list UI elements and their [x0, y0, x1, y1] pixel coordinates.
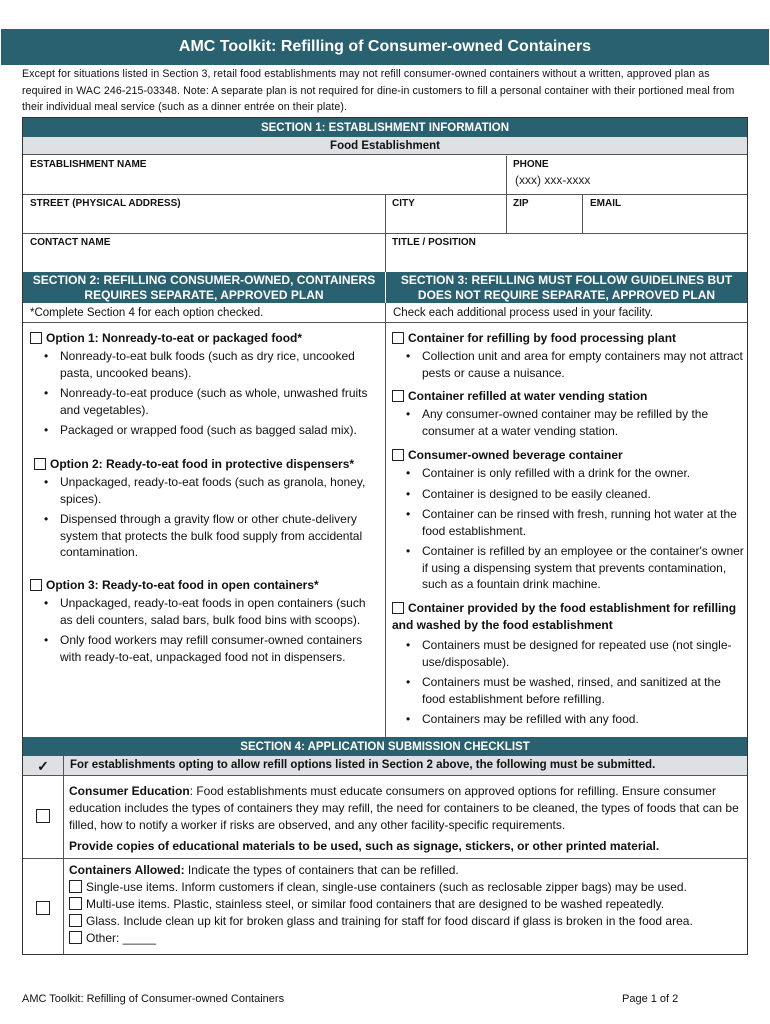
containers-allowed-title: Containers Allowed: — [69, 863, 185, 877]
city-field[interactable] — [386, 210, 506, 232]
section4-heading: SECTION 4: APPLICATION SUBMISSION CHECKLIST — [23, 737, 747, 756]
section2-heading: SECTION 2: REFILLING CONSUMER-OWNED, CONTAINERS REQUIRES SEPARATE, APPROVED PLAN — [23, 272, 385, 303]
section3-option-establishment-container — [392, 600, 744, 732]
option2-checkbox[interactable] — [34, 458, 46, 470]
list-item: • Dispensed through a gravity flow or other chute-delivery system that protects the bulk food supply from accidental contamination. — [24, 511, 384, 561]
container-item-multi-use: Multi-use items. Plastic, stainless steel, or similar food containers that are designed to be washed repeatedly. — [69, 896, 745, 913]
processing-plant-label: Container for refilling by food processing plant — [408, 331, 677, 345]
section3-option-water-vending — [392, 389, 744, 443]
list-item: • Unpackaged, ready-to-eat foods in open containers (such as deli counters, salad bars, bulk food bins with scoops). — [24, 595, 380, 628]
section3-option-beverage-container — [392, 448, 744, 597]
city-label: CITY — [392, 198, 415, 209]
multi-use-checkbox[interactable] — [69, 897, 82, 910]
container-item-single-use: Single-use items. Inform customers if clean, single-use containers (such as reclosable zipper bags) may be used. — [69, 879, 745, 896]
section1-heading: SECTION 1: ESTABLISHMENT INFORMATION — [23, 118, 747, 137]
establishment-container-label: Container provided by the food establishment for refilling and washed by the food establishment — [392, 601, 737, 632]
title-position-field[interactable] — [386, 249, 746, 271]
section3-note: Check each additional process used in your facility. — [386, 303, 747, 323]
processing-plant-checkbox[interactable] — [392, 332, 404, 344]
option1-label: Option 1: Nonready-to-eat or packaged food* — [46, 331, 303, 345]
other-checkbox[interactable] — [69, 931, 82, 944]
list-item: • Container is only refilled with a drink for the owner. — [386, 465, 744, 482]
list-item: • Only food workers may refill consumer-owned containers with ready-to-eat, unpackaged food not in dispensers. — [24, 632, 380, 665]
list-item: • Any consumer-owned container may be refilled by the consumer at a water vending station. — [386, 406, 744, 439]
section3-heading: SECTION 3: REFILLING MUST FOLLOW GUIDELINES BUT DOES NOT REQUIRE SEPARATE, APPROVED PLAN — [386, 272, 747, 303]
list-item: • Container is designed to be easily cleaned. — [386, 486, 744, 503]
document-title: AMC Toolkit: Refilling of Consumer-owned Containers — [1, 29, 769, 65]
page-number: Page 1 of 2 — [622, 993, 679, 1005]
list-item: • Container can be rinsed with fresh, running hot water at the food establishment. — [386, 506, 744, 539]
section1-subheading: Food Establishment — [23, 137, 747, 155]
phone-label: PHONE — [513, 159, 549, 170]
establishment-name-label: ESTABLISHMENT NAME — [30, 159, 147, 170]
title-position-label: TITLE / POSITION — [392, 237, 476, 248]
containers-allowed-block — [69, 862, 745, 947]
email-field[interactable] — [583, 210, 747, 232]
list-item: • Container is refilled by an employee or the container's owner if using a dispensing system that prevents contamination, such as a fountain drink machine. — [386, 543, 744, 593]
list-item: • Packaged or wrapped food (such as bagged salad mix). — [24, 422, 380, 439]
option3-checkbox[interactable] — [30, 579, 42, 591]
email-label: EMAIL — [590, 198, 622, 209]
list-item: • Unpackaged, ready-to-eat foods (such as granola, honey, spices). — [24, 474, 384, 507]
phone-field[interactable]: (xxx) xxx-xxxx — [515, 173, 591, 187]
consumer-education-checkbox[interactable] — [36, 809, 50, 823]
containers-allowed-text: Indicate the types of containers that can be refilled. — [184, 863, 459, 877]
establishment-name-field[interactable] — [24, 172, 506, 194]
containers-allowed-checkbox[interactable] — [36, 901, 50, 915]
consumer-education-requirement: Provide copies of educational materials to be used, such as signage, stickers, or other printed material. — [69, 839, 660, 853]
section2-note: *Complete Section 4 for each option checked. — [23, 303, 385, 323]
list-item: • Containers may be refilled with any food. — [386, 711, 744, 728]
establishment-container-checkbox[interactable] — [392, 602, 404, 614]
intro-paragraph: Except for situations listed in Section 3, retail food establishments may not refill consumer-owned containers without a written, approved plan as required in WAC 246-215-03348. Note: A separate plan is not required for dine-in customers to fill a personal container with their portioned meal from their individual meal service (such as a dinner entrée on their plate). — [22, 68, 735, 113]
single-use-checkbox[interactable] — [69, 880, 82, 893]
consumer-education-block — [69, 783, 741, 855]
section2-option3 — [30, 578, 380, 669]
beverage-container-checkbox[interactable] — [392, 449, 404, 461]
section3-option-processing-plant — [392, 331, 744, 385]
container-item-other: Other: _____ — [69, 930, 745, 947]
option3-label: Option 3: Ready-to-eat food in open containers* — [46, 578, 319, 592]
contact-name-label: CONTACT NAME — [30, 237, 111, 248]
container-item-glass: Glass. Include clean up kit for broken glass and training for staff for food discard if glass is broken in the food area. — [69, 913, 745, 930]
option1-checkbox[interactable] — [30, 332, 42, 344]
street-label: STREET (PHYSICAL ADDRESS) — [30, 198, 181, 209]
section2-option1 — [30, 331, 380, 443]
list-item: • Collection unit and area for empty containers may not attract pests or cause a nuisance. — [386, 348, 744, 381]
list-item: • Nonready-to-eat produce (such as whole, unwashed fruits and vegetables). — [24, 385, 380, 418]
consumer-education-text: : Food establishments must educate consumers on approved options for refilling. Ensure consumer education includes the types of containers they may refill, the need for containers to be cleaned, the types of foods that can be filled, how to notify a worker if risks are observed, and any other facility-specific requirements. — [69, 784, 739, 832]
list-item: • Containers must be designed for repeated use (not single-use/disposable). — [386, 637, 744, 670]
glass-checkbox[interactable] — [69, 914, 82, 927]
list-item: • Containers must be washed, rinsed, and sanitized at the food establishment before refilling. — [386, 674, 744, 707]
section2-option2 — [34, 457, 384, 565]
contact-name-field[interactable] — [24, 249, 384, 271]
checkmark-icon: ✓ — [37, 758, 49, 774]
zip-label: ZIP — [513, 198, 529, 209]
footer-title: AMC Toolkit: Refilling of Consumer-owned Containers — [22, 993, 285, 1005]
list-item: • Nonready-to-eat bulk foods (such as dry rice, uncooked pasta, uncooked beans). — [24, 348, 380, 381]
water-vending-checkbox[interactable] — [392, 390, 404, 402]
beverage-container-label: Consumer-owned beverage container — [408, 448, 623, 462]
option2-label: Option 2: Ready-to-eat food in protective dispensers* — [50, 457, 355, 471]
consumer-education-title: Consumer Education — [69, 784, 190, 798]
section4-intro: For establishments opting to allow refill options listed in Section 2 above, the following must be submitted. — [70, 759, 656, 771]
zip-field[interactable] — [507, 210, 582, 232]
water-vending-label: Container refilled at water vending station — [408, 389, 648, 403]
street-field[interactable] — [24, 210, 384, 232]
